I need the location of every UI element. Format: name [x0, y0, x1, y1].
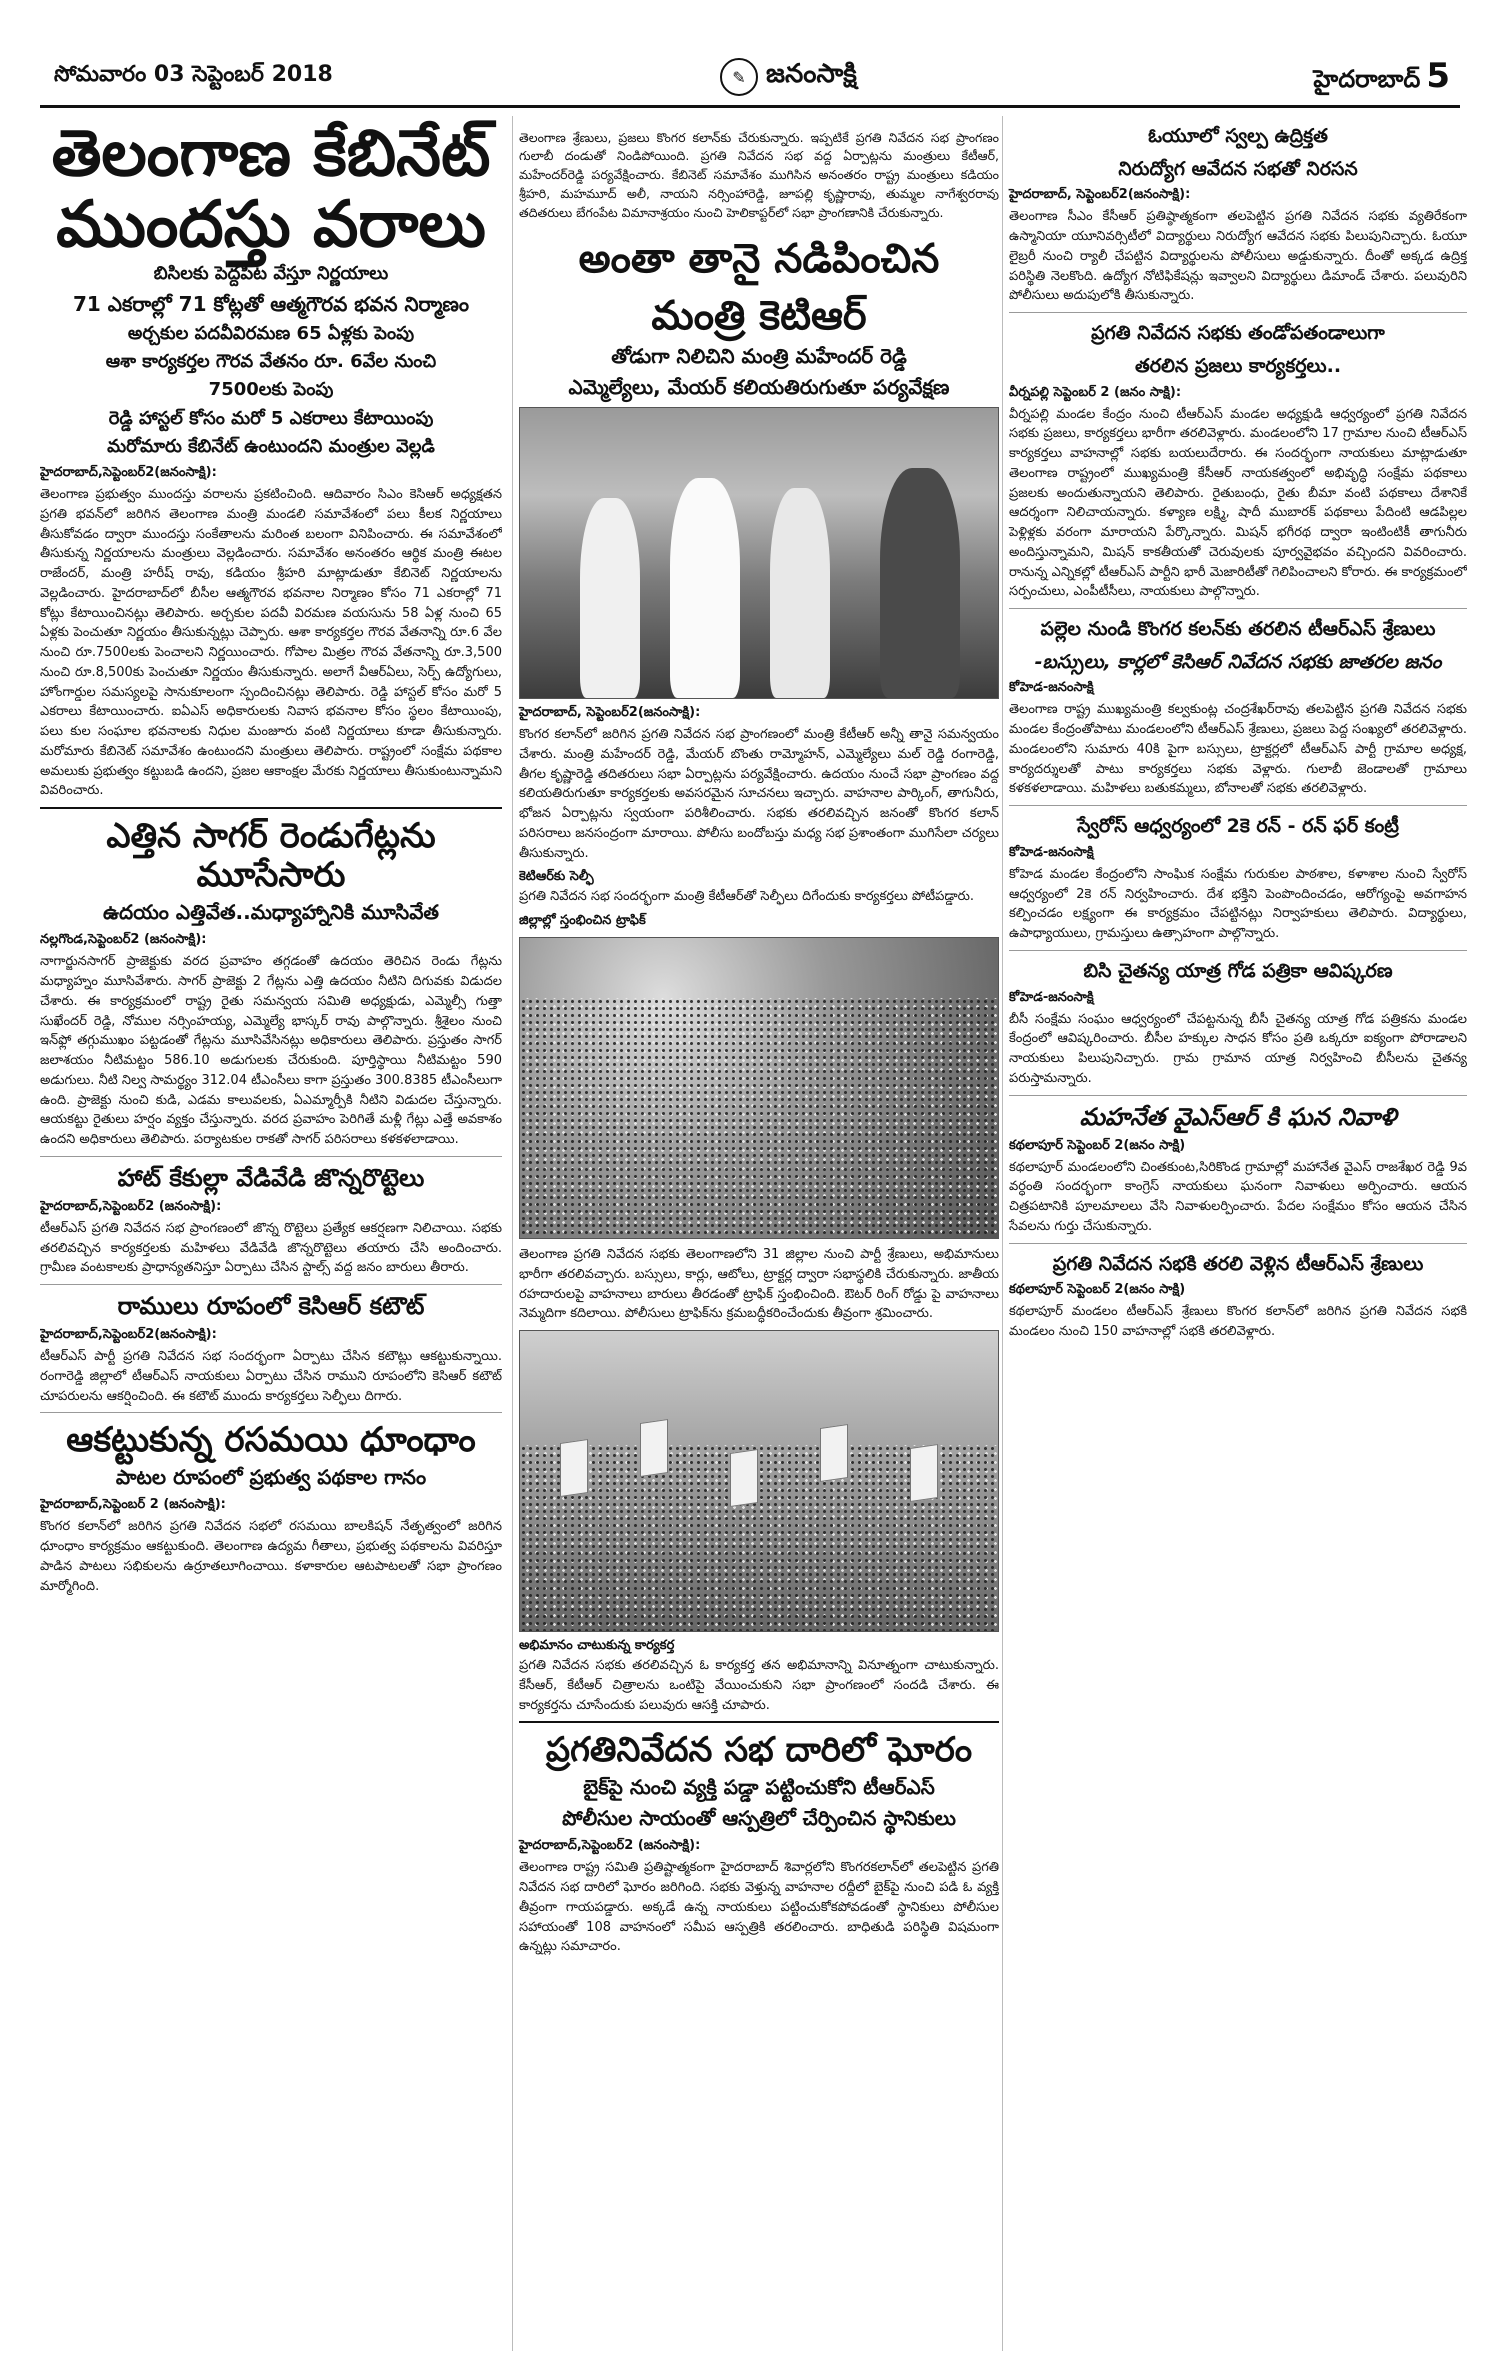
sagar-gates-subhead: ఉదయం ఎత్తివేత..మధ్యాహ్నానికి మూసివేత — [102, 900, 439, 925]
section-divider — [1009, 312, 1467, 313]
section-divider — [40, 807, 502, 809]
sagar-story-body: నాగార్జునసాగర్ ప్రాజెక్టుకు వరద ప్రవాహం తగ్గడంతో ఉదయం తెరిచిన రెండు గేట్లను మధ్యాహ్నం మూసివేశారు. సాగర్ ప్రాజెక్టు 2 గేట్లను ఎత్తి ఉదయం నీటిని దిగువకు విడుదల చేశారు. ఈ కార్యక్రమంలో రాష్ట్ర రైతు సమన్వయ సమితి అధ్యక్షుడు, ఎమ్మెల్సీ గుత్తా సుఖేందర్ రెడ్డి, నోముల నర్సింహయ్య, ఎమ్మెల్యే భాస్కర్ రావు పాల్గొన్నారు. శ్రీశైలం నుంచి ఇన్‌ఫ్లో తగ్గుముఖం పట్టడంతో గేట్లను మూసివేసినట్లు అధికారులు తెలిపారు. ప్రస్తుతం సాగర్ జలాశయం నీటిమట్టం 586.10 అడుగులకు చేరుకుంది. పూర్తిస్థాయి నీటిమట్టం 590 అడుగులు. నీటి నిల్వ సామర్థ్యం 312.04 టీఎంసీలు కాగా ప్రస్తుతం 300.8385 టీఎంసీలుగా ఉంది. ప్రాజెక్టు నుంచి కుడి, ఎడమ కాలువలకు, ఏఎమ్మార్పీకి నీటిని విడుదల చేస్తున్నారు. ఆయకట్టు రైతులు హర్షం వ్యక్తం చేస్తున్నారు. వరద ప్రవాహం పెరిగితే మళ్లీ గేట్లు ఎత్తే అవకాశం ఉందని అధికారులు తెలిపారు. పర్యాటకుల రాకతో సాగర్ పరిసరాలు కళకళలాడాయి. — [40, 954, 502, 1148]
lead-subhead-5: 7500లకు పెంపు — [208, 379, 334, 401]
lead-dateline: హైదరాబాద్,సెప్టెంబర్2(జనంసాక్షి): — [40, 465, 217, 481]
section-divider — [1009, 1243, 1467, 1244]
jonna-rotte-headline: హాట్ కేకుల్లా వేడివేడి జొన్నరొట్టెలు — [117, 1163, 425, 1192]
column-right — [1002, 116, 1467, 2351]
lead-story-body: తెలంగాణ ప్రభుత్వం ముందస్తు వరాలను ప్రకటించింది. ఆదివారం సిఎం కెసిఆర్ అధ్యక్షతన ప్రగతి భవన్‌లో జరిగిన తెలంగాణ మంత్రి మండలి సమావేశంలో పలు కీలక నిర్ణయాలు తీసుకోవడం ద్వారా ముందస్తు సంకేతాలను మరింత బలంగా వినిపించారు. ఈ సమావేశంలో తీసుకున్న నిర్ణయాలను మంత్రులు వెల్లడించారు. సమావేశం అనంతరం ఆర్థిక మంత్రి ఈటల రాజేందర్, మంత్రి హరీష్ రావు, కడియం శ్రీహరి మాట్లాడుతూ కేబినెట్ నిర్ణయాలను వెల్లడించారు. హైదరాబాద్‌లో బీసీల ఆత్మగౌరవ భవనాల నిర్మాణం కోసం 71 ఎకరాల్లో 71 కోట్లు కేటాయించినట్లు తెలిపారు. అర్చకుల పదవీ విరమణ వయసును 58 ఏళ్ల నుంచి 65 ఏళ్లకు పెంచుతూ నిర్ణయం తీసుకున్నట్లు చెప్పారు. ఆశా కార్యకర్తల గౌరవ వేతనాన్ని రూ.6 వేల నుంచి రూ.7500లకు పెంచాలని నిర్ణయించారు. గోపాల మిత్రల గౌరవ వేతనాన్ని రూ.3,500 నుంచి రూ.8,500కు పెంచుతూ నిర్ణయం తీసుకున్నారు. అలాగే వీఆర్‌ఏలు, సెర్ప్ ఉద్యోగులు, హోంగార్డుల సమస్యలపై సానుకూలంగా స్పందించినట్లు తెలిపారు. రెడ్డి హాస్టల్ కోసం మరో 5 ఎకరాలు కేటాయించారు. ఐఏఎస్ అధికారులకు నివాస భవనాల కోసం స్థలం కేటాయింపు, పలు కుల సంఘాల భవనాలకు నిధుల మంజూరు వంటి నిర్ణయాలు కూడా తీసుకున్నారు. మరోమారు కేబినెట్ సమావేశం ఉంటుందని మంత్రులు తెలిపారు. రాష్ట్రంలో సంక్షేమ పథకాల అమలుకు ప్రభుత్వం కట్టుబడి ఉందని, ప్రజల ఆకాంక్షల మేరకు నిర్ణయాలు తీసుకుంటున్నామని వివరించారు. — [40, 487, 502, 799]
ou-dateline: హైదరాబాద్, సెప్టెంబర్2(జనంసాక్షి): — [1009, 187, 1191, 203]
sagar-dateline: నల్లగొండ,సెప్టెంబర్2 (జనంసాక్షి): — [40, 932, 207, 948]
issue-date: సోమవారం 03 సెప్టెంబర్ 2018 — [54, 62, 333, 87]
selfie-text: ప్రగతి నివేదన సభ సందర్భంగా మంత్రి కేటీఆర్‌తో సెల్ఫీలు దిగేందుకు కార్యకర్తలు పోటీపడ్డారు. — [519, 889, 974, 905]
column-center — [512, 116, 999, 2351]
page-header — [40, 50, 1460, 108]
section-divider — [1009, 950, 1467, 951]
cutout-dateline: హైదరాబాద్,సెప్టెంబర్2(జనంసాక్షి): — [40, 1327, 217, 1343]
newspaper-name: జనంసాక్షి — [766, 59, 857, 89]
ktr-dateline: హైదరాబాద్, సెప్టెంబర్2(జనంసాక్షి): — [519, 705, 701, 721]
column-left — [40, 116, 502, 2351]
section-divider — [1009, 805, 1467, 806]
veernapalli-subhead: తరలిన ప్రజలు కార్యకర్తలు.. — [1134, 354, 1342, 377]
crowd-texture — [520, 998, 998, 1238]
veernapalli-headline: ప్రగతి నివేదన సభకు తండోపతండాలుగా — [1091, 322, 1385, 345]
ktr-story-body: కొంగర కలాన్‌లో జరిగిన ప్రగతి నివేదన సభ ప్రాంగణంలో మంత్రి కేటీఆర్ అన్నీ తానై సమన్వయం చేశారు. మంత్రి మహేందర్ రెడ్డి, మేయర్ బొంతు రామ్మోహన్, ఎమ్మెల్యేలు మల్ రెడ్డి రంగారెడ్డి, తీగల కృష్ణారెడ్డి తదితరులు సభా ఏర్పాట్లను పర్యవేక్షించారు. ఉదయం నుంచే సభా ప్రాంగణం వద్ద కలియతిరుగుతూ కార్యకర్తలకు అవసరమైన సూచనలు ఇచ్చారు. వాహనాల పార్కింగ్, తాగునీరు, భోజన ఏర్పాట్లను స్వయంగా పరిశీలించారు. సభకు తరలివచ్చిన జనంతో కొంగర కలాన్ పరిసరాలు జనసంద్రంగా మారాయి. పోలీసు బందోబస్తు మధ్య సభ ప్రశాంతంగా ముగిసేలా చర్యలు తీసుకున్నారు. — [519, 727, 999, 861]
kohed-trs-story-body: తెలంగాణ రాష్ట్ర ముఖ్యమంత్రి కల్వకుంట్ల చంద్రశేఖర్‌రావు తలపెట్టిన ప్రగతి నివేదన సభకు మండల కేంద్రంతోపాటు మండలంలోని టీఆర్ఎస్ శ్రేణులు, ప్రజలు పెద్ద సంఖ్యలో తరలివెళ్లారు. మండలంలోని సుమారు 40కి పైగా బస్సులు, ట్రాక్టర్లలో టీఆర్ఎస్ పార్టీ గ్రామాల అధ్యక్ష, కార్యదర్శులతో పాటు కార్యకర్తలు సభకు వెళ్లారు. గులాబీ జెండాలతో గ్రామాలు కళకళలాడాయి. మహిళలు బతుకమ్మలు, బోనాలతో సభకు తరలివెళ్లారు. — [1009, 702, 1467, 797]
dhoomdham-story-body: కొంగర కలాన్‌లో జరిగిన ప్రగతి నివేదన సభలో రసమయి బాలకిషన్ నేతృత్వంలో జరిగిన ధూంధాం కార్యక్రమం ఆకట్టుకుంది. తెలంగాణ ఉద్యమ గీతాలు, ప్రభుత్వ పథకాలను వివరిస్తూ పాడిన పాటలు సభికులను ఉర్రూతలూగించాయి. కళాకారుల ఆటపాటలతో సభా ప్రాంగణం మార్మోగింది. — [40, 1519, 502, 1594]
ktr-subhead-2: ఎమ్మెల్యేలు, మేయర్ కలియతిరుగుతూ పర్యవేక్షణ — [568, 375, 950, 400]
caption-story: ప్రగతి నివేదన సభకు తరలివచ్చిన ఓ కార్యకర్త తన అభిమానాన్ని వినూత్నంగా చాటుకున్నారు. కేసీఆర్, కేటీఆర్ చిత్రాలను ఒంటిపై వేయించుకుని సభా ప్రాంగణంలో సందడి చేశారు. ఈ కార్యకర్తను చూసేందుకు పలువురు ఆసక్తి చూపారు. — [519, 1658, 999, 1713]
person-figure — [670, 478, 740, 698]
kohed-trs-headline: పల్లెల నుండి కొంగర కలన్‌కు తరలిన టీఆర్ఎస్ శ్రేణులు — [1040, 618, 1436, 640]
section-divider — [40, 1284, 502, 1285]
bc-yatra-story-body: బీసీ సంక్షేమ సంఘం ఆధ్వర్యంలో చేపట్టనున్న బీసీ చైతన్య యాత్ర గోడ పత్రికను మండల కేంద్రంలో ఆవిష్కరించారు. బీసీల హక్కుల సాధన కోసం ప్రతి ఒక్కరూ ఐక్యంగా పోరాడాలని నాయకులు పిలుపునిచ్చారు. గ్రామ గ్రామాన యాత్ర నిర్వహించి బీసీలను చైతన్య పరుస్తామన్నారు. — [1009, 1011, 1467, 1086]
rally-flags-photo — [519, 1330, 999, 1632]
ktr-subhead-1: తోడుగా నిలిచిని మంత్రి మహేందర్ రెడ్డి — [611, 344, 907, 369]
flag-icon — [640, 1419, 668, 1477]
ysr-tribute-headline: మహనేత వైఎస్ఆర్ కి ఘన నివాళి — [1079, 1102, 1397, 1131]
2k-run-dateline: కోహెడ-జనంసాక్షి — [1009, 844, 1094, 860]
flag-icon — [910, 1444, 938, 1502]
crowd-photo — [519, 937, 999, 1239]
kathalapur-story-body: కథలాపూర్ మండలం టీఆర్ఎస్ శ్రేణులు కొంగర కలాన్‌లో జరిగిన ప్రగతి నివేదన సభకి మండలం నుంచి 150 వాహనాల్లో సభకి తరలివెళ్లారు. — [1009, 1304, 1467, 1339]
traffic-story-body: తెలంగాణ ప్రగతి నివేదన సభకు తెలంగాణలోని 31 జిల్లాల నుంచి పార్టీ శ్రేణులు, అభిమానులు భారీగా తరలివచ్చారు. బస్సులు, కార్లు, ఆటోలు, ట్రాక్టర్ల ద్వారా సభాస్థలికి చేరుకున్నారు. జాతీయ రహదారులపై వాహనాలు బారులు తీరడంతో ట్రాఫిక్ స్తంభించింది. ఔటర్ రింగ్ రోడ్డు పై వాహనాలు నెమ్మదిగా కదిలాయి. పోలీసులు ట్రాఫిక్‌ను క్రమబద్ధీకరించేందుకు తీవ్రంగా శ్రమించారు. — [519, 1247, 999, 1322]
kohed-trs-dateline: కోహెడ-జనంసాక్షి — [1009, 680, 1094, 696]
2k-run-story-body: కోహెడ మండల కేంద్రంలోని సాంఘిక సంక్షేమ గురుకుల పాఠశాల, కళాశాల నుంచి స్వేరోస్ ఆధ్వర్యంలో 2కె రన్ నిర్వహించారు. దేశ భక్తిని పెంపొందించడం, ఆరోగ్యంపై అవగాహన కల్పించడం లక్ష్యంగా ఈ కార్యక్రమం చేపట్టినట్లు నిర్వాహకులు తెలిపారు. విద్యార్థులు, ఉపాధ్యాయులు, గ్రామస్తులు ఉత్సాహంగా పాల్గొన్నారు. — [1009, 866, 1467, 942]
flag-icon — [820, 1424, 848, 1482]
accident-story-body: తెలంగాణ రాష్ట్ర సమితి ప్రతిష్టాత్మకంగా హైదరాబాద్ శివార్లలోని కొంగరకలాన్‌లో తలపెట్టిన ప్రగతి నివేదన సభ దారిలో ఘోరం జరిగింది. సభకు వెళ్తున్న వాహనాల రద్దీలో బైక్‌పై నుంచి పడి ఓ వ్యక్తి తీవ్రంగా గాయపడ్డారు. అక్కడే ఉన్న నాయకులు పట్టించుకోకపోవడంతో స్థానికులు పోలీసుల సహాయంతో 108 వాహనంలో సమీప ఆస్పత్రికి తరలించారు. బాధితుడి పరిస్థితి విషమంగా ఉన్నట్లు సమాచారం. — [519, 1860, 999, 1955]
dhoomdham-subhead: పాటల రూపంలో ప్రభుత్వ పథకాల గానం — [115, 1465, 427, 1490]
section-divider — [519, 1721, 999, 1723]
cutout-story-body: టీఆర్ఎస్ పార్టీ ప్రగతి నివేదన సభ సందర్భంగా ఏర్పాటు చేసిన కటౌట్లు ఆకట్టుకున్నాయి. రంగారెడ్డి జిల్లాలో టీఆర్ఎస్ నాయకులు ఏర్పాటు చేసిన రాముని రూపంలోని కెసిఆర్ కటౌట్ చూపరులను ఆకర్షించింది. ఈ కటౌట్ ముందు కార్యకర్తలు సెల్ఫీలు దిగారు. — [40, 1349, 502, 1404]
edition-city: హైదరాబాద్ — [1313, 65, 1421, 93]
section-divider — [1009, 608, 1467, 609]
2k-run-headline: స్వేరోస్ ఆధ్వర్యంలో 2కె రన్ - రన్ ఫర్ కంట్రీ — [1077, 815, 1399, 838]
lead-subhead-3: అర్చకుల పదవీవిరమణ 65 ఏళ్లకు పెంపు — [127, 322, 415, 344]
person-figure — [580, 498, 640, 698]
ysr-story-body: కథలాపూర్ మండలంలోని చింతకుంట,సిరికొండ గ్రామాల్లో మహానేత వైఎస్ రాజశేఖర రెడ్డి 9వ వర్ధంతి సందర్భంగా కాంగ్రెస్ నాయకులు ఘనంగా నివాళులు అర్పించారు. ఆయన చిత్రపటానికి పూలమాలలు వేసి నివాళులర్పించారు. పేదల సంక్షేమం కోసం ఆయన చేసిన సేవలను గుర్తు చేసుకున్నారు. — [1009, 1159, 1467, 1234]
traffic-subhead: జిల్లాల్లో స్తంభించిన ట్రాఫిక్ — [519, 913, 646, 929]
veernapalli-dateline: వీర్నపల్లి సెప్టెంబర్ 2 (జనం సాక్షి): — [1009, 384, 1182, 400]
continued-story-text: తెలంగాణ శ్రేణులు, ప్రజలు కొంగర కలాన్‌కు చేరుకున్నారు. ఇప్పటికే ప్రగతి నివేదన సభ ప్రాంగణం గులాబీ దండుతో నిండిపోయింది. ప్రగతి నివేదన సభ వద్ద ఏర్పాట్లను మంత్రులు కేటీఆర్, మహేందర్‌రెడ్డి పర్యవేక్షించారు. కేబినెట్ సమావేశం ముగిసిన అనంతరం రాష్ట్ర మంత్రులు కడియం శ్రీహరి, మహమూద్ అలీ, నాయని నర్సింహారెడ్డి, జూపల్లి కృష్ణారావు, తుమ్మల నాగేశ్వరరావు తదితరులు బేగంపేట విమానాశ్రయం నుంచి హెలికాప్టర్‌లో సభా ప్రాంగణానికి చేరుకున్నారు. — [519, 129, 999, 220]
dhoomdham-headline: ఆకట్టుకున్న రసమయి ధూంధాం — [66, 1420, 476, 1461]
ktr-headline-line-2: మంత్రి కెటిఆర్ — [651, 291, 867, 339]
person-figure — [880, 468, 960, 698]
newspaper-logo — [720, 58, 857, 96]
bc-yatra-dateline: కోహెడ-జనంసాక్షి — [1009, 989, 1094, 1005]
accident-subhead-1: బైక్‌పై నుంచి వ్యక్తి పడ్డా పట్టించుకోని టీఆర్ఎస్ — [583, 1775, 935, 1800]
person-figure — [770, 488, 830, 698]
ktr-photo — [519, 407, 999, 699]
jonna-dateline: హైదరాబాద్,సెప్టెంబర్2 (జనంసాక్షి): — [40, 1198, 222, 1214]
flag-icon — [730, 1449, 758, 1507]
kohed-trs-subhead: -బస్సులు, కార్లలో కెసిఆర్ నివేదన సభకు జాతరల జనం — [1034, 650, 1442, 673]
kathalapur-dateline: కథలాపూర్ సెప్టెంబర్ 2(జనం సాక్షి) — [1009, 1282, 1186, 1298]
photo-caption: అభిమానం చాటుకున్న కార్యకర్త — [519, 1638, 675, 1654]
lead-subhead-6: రెడ్డి హాస్టల్ కోసం మరో 5 ఎకరాలు కేటాయింపు — [108, 407, 434, 429]
ou-story-body: తెలంగాణ సీఎం కేసీఆర్ ప్రతిష్ఠాత్మకంగా తలపెట్టిన ప్రగతి నివేదన సభకు వ్యతిరేకంగా ఉస్మానియా యూనివర్సిటీలో విద్యార్థులు నిరుద్యోగ ఆవేదన సభకు పిలుపునిచ్చారు. ఓయూ లైబ్రరీ నుంచి ర్యాలీ చేపట్టిన విద్యార్థులను పోలీసులు అడ్డుకున్నారు. దీంతో అక్కడ ఉద్రిక్త పరిస్థితి నెలకొంది. ఉద్యోగ నోటిఫికేషన్లు ఇవ్వాలని విద్యార్థులు డిమాండ్ చేశారు. పలువురిని పోలీసులు అదుపులోకి తీసుకున్నారు. — [1009, 209, 1467, 304]
ou-subhead: నిరుద్యోగ ఆవేదన సభతో నిరసన — [1118, 157, 1358, 180]
dhoomdham-dateline: హైదరాబాద్,సెప్టెంబర్ 2 (జనంసాక్షి): — [40, 1497, 226, 1513]
veernapalli-story-body: వీర్నపల్లి మండల కేంద్రం నుంచి టీఆర్ఎస్ మండల అధ్యక్షుడి ఆధ్వర్యంలో ప్రగతి నివేదన సభకు ప్రజలు, కార్యకర్తలు భారీగా తరలివెళ్లారు. మండలంలోని 17 గ్రామాల నుంచి టీఆర్ఎస్ కార్యకర్తలు వాహనాల్లో సభకు బయలుదేరారు. ఈ సందర్భంగా నాయకులు మాట్లాడుతూ తెలంగాణ రాష్ట్రంలో ముఖ్యమంత్రి కేసీఆర్ నాయకత్వంలో అభివృద్ధి సంక్షేమ పథకాలు ప్రజలకు అందుతున్నాయని తెలిపారు. రైతుబంధు, రైతు బీమా వంటి పథకాలు దేశానికే ఆదర్శంగా నిలిచాయన్నారు. కళ్యాణ లక్ష్మి, షాదీ ముబారక్ పథకాలు పేదింటి ఆడపిల్లల పెళ్లిళ్లకు వరంగా మారాయని పేర్కొన్నారు. మిషన్ భగీరథ ద్వారా ఇంటింటికీ తాగునీరు అందిస్తున్నామని, మిషన్ కాకతీయతో చెరువులకు పూర్వవైభవం వచ్చిందని వివరించారు. రానున్న ఎన్నికల్లో టీఆర్ఎస్ పార్టీని భారీ మెజారిటీతో గెలిపించాలని కోరారు. ఈ కార్యక్రమంలో సర్పంచులు, ఎంపీటీసీలు, నాయకులు పాల్గొన్నారు. — [1009, 406, 1467, 600]
logo-icon: ✎ — [720, 58, 758, 96]
accident-headline: ప్రగతినివేదన సభ దారిలో ఘోరం — [545, 1730, 973, 1771]
ou-headline: ఓయూలో స్వల్ప ఉద్రిక్తత — [1148, 125, 1328, 147]
kathalapur-headline: ప్రగతి నివేదన సభకి తరలి వెళ్లిన టీఆర్ఎస్ శ్రేణులు — [1052, 1252, 1424, 1275]
section-divider — [40, 1156, 502, 1157]
ysr-dateline: కథలాపూర్ సెప్టెంబర్ 2(జనం సాక్షి) — [1009, 1137, 1186, 1153]
lead-headline-line-2: ముందస్తు వరాలు — [56, 187, 486, 263]
lead-subhead-1: బిసిలకు పెద్దపీట వేస్తూ నిర్ణయాలు — [153, 263, 389, 285]
sagar-gates-headline: ఎత్తిన సాగర్ రెండుగేట్లను మూసేసారు — [106, 816, 436, 896]
section-divider — [1009, 1095, 1467, 1096]
lead-subhead-4: ఆశా కార్యకర్తల గౌరవ వేతనం రూ. 6వేల నుంచి — [105, 350, 437, 372]
selfie-subhead: కెటిఆర్‌కు సెల్ఫీ — [519, 869, 594, 885]
jonna-story-body: టీఆర్ఎస్ ప్రగతి నివేదన సభ ప్రాంగణంలో జొన్న రొట్టెలు ప్రత్యేక ఆకర్షణగా నిలిచాయి. సభకు తరలివచ్చిన కార్యకర్తలకు మహిళలు వేడివేడి జొన్నరొట్టెలు తయారు చేసి అందించారు. గ్రామీణ వంటకాలకు ప్రాధాన్యతనిస్తూ ఏర్పాటు చేసిన స్టాల్స్ వద్ద జనం బారులు తీరారు. — [40, 1220, 502, 1276]
accident-subhead-2: పోలీసుల సాయంతో ఆస్పత్రిలో చేర్పించిన స్థానికులు — [562, 1806, 956, 1831]
accident-dateline: హైదరాబాద్,సెప్టెంబర్2 (జనంసాక్షి): — [519, 1838, 701, 1854]
flag-icon — [560, 1439, 588, 1497]
edition-info — [1313, 56, 1450, 99]
kcr-cutout-headline: రాములు రూపంలో కెసిఆర్ కటౌట్ — [117, 1292, 425, 1321]
ktr-headline-line-1: అంతా తానై నడిపించిన — [578, 234, 940, 282]
lead-subhead-2: 71 ఎకరాల్లో 71 కోట్లతో ఆత్మగౌరవ భవన నిర్మాణం — [72, 291, 470, 316]
section-divider — [40, 1412, 502, 1413]
page-number: 5 — [1426, 56, 1450, 96]
lead-subhead-7: మరోమారు కేబినేట్ ఉంటుందని మంత్రుల వెల్లడి — [107, 435, 435, 457]
bc-yatra-headline: బిసి చైతన్య యాత్ర గోడ పత్రికా ఆవిష్కరణ — [1083, 959, 1393, 982]
lead-headline-line-1: తెలంగాణ కేబినేట్ — [51, 116, 491, 191]
